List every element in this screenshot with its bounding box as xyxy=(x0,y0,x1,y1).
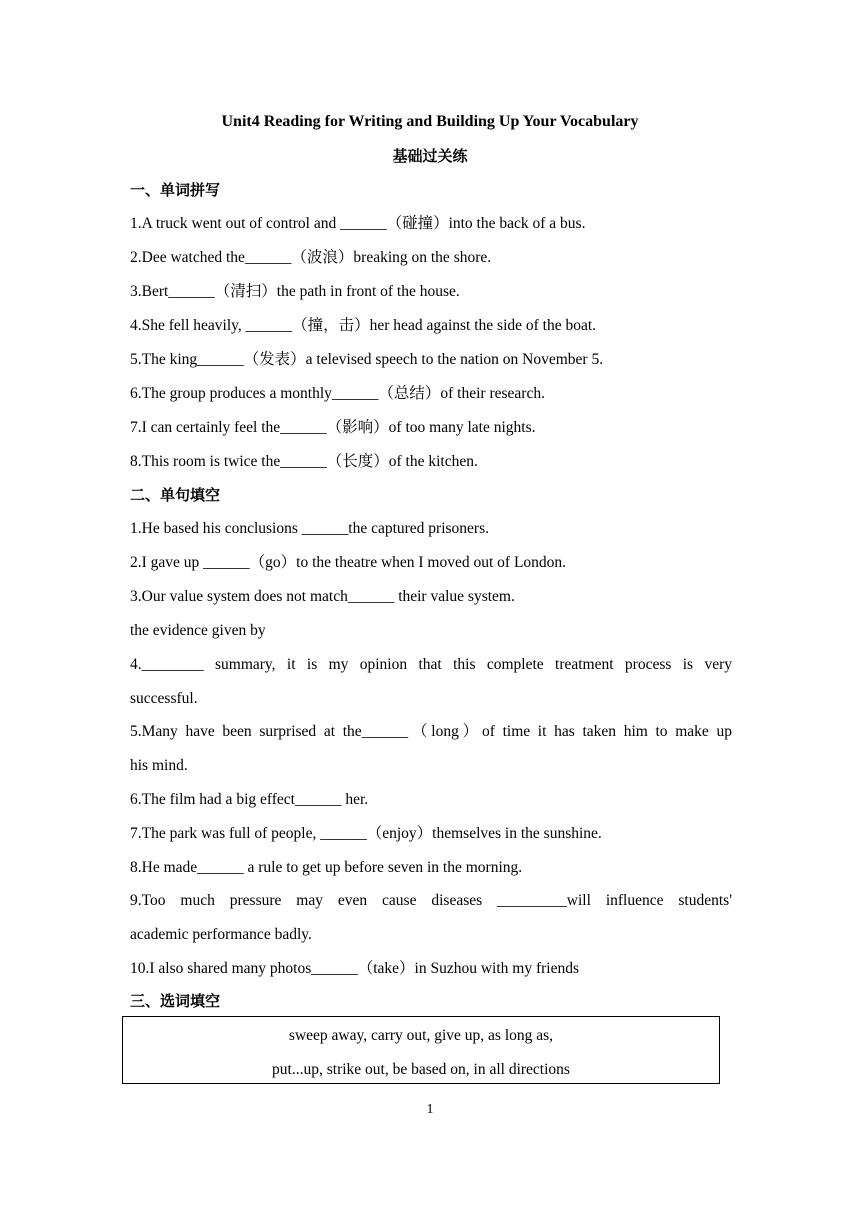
exercise-line: 2.I gave up ______（go）to the theatre when I moved out of London. xyxy=(130,554,567,571)
word-bank-line: put...up, strike out, be based on, in all directions xyxy=(272,1061,570,1078)
exercise-line: academic performance badly. xyxy=(130,926,312,943)
exercise-line: 7.The park was full of people, ______（enjoy）themselves in the sunshine. xyxy=(130,825,602,842)
exercise-line: 8.He made______ a rule to get up before seven in the morning. xyxy=(130,859,523,876)
document-subtitle: 基础过关练 xyxy=(392,147,468,165)
exercise-line: 6.The film had a big effect______ her. xyxy=(130,791,369,808)
exercise-line: 4.________ summary, it is my opinion that this complete treatment process is very xyxy=(130,656,732,673)
exercise-line: 1.A truck went out of control and ______（碰撞）into the back of a bus. xyxy=(130,215,586,232)
word-bank-line: sweep away, carry out, give up, as long as, xyxy=(288,1027,554,1044)
exercise-line: 4.She fell heavily, ______（撞，击）her head against the side of the boat. xyxy=(130,317,597,334)
exercise-line: his mind. xyxy=(130,757,188,774)
word-bank-box xyxy=(122,1016,720,1084)
exercise-line: 9.Too much pressure may even cause diseases _________will influence students' xyxy=(130,892,732,909)
exercise-line: 5.The king______（发表）a televised speech to the nation on November 5. xyxy=(130,351,604,368)
exercise-line: 2.Dee watched the______（波浪）breaking on the shore. xyxy=(130,249,492,266)
section-heading-word-choice: 三、选词填空 xyxy=(130,992,221,1010)
section-heading-fill-blank: 二、单句填空 xyxy=(130,486,221,504)
exercise-line: 3.Bert______（清扫）the path in front of the house. xyxy=(130,283,460,300)
exercise-line: 1.He based his conclusions ______the captured prisoners. xyxy=(130,520,490,537)
exercise-line: the evidence given by xyxy=(130,622,266,639)
exercise-line: successful. xyxy=(130,690,198,707)
document-title: Unit4 Reading for Writing and Building Up Your Vocabulary xyxy=(221,113,639,130)
exercise-line: 8.This room is twice the______（长度）of the kitchen. xyxy=(130,453,478,470)
exercise-line: 10.I also shared many photos______（take）in Suzhou with my friends xyxy=(130,960,580,977)
exercise-line: 7.I can certainly feel the______（影响）of too many late nights. xyxy=(130,419,536,436)
page-number: 1 xyxy=(426,1102,434,1117)
section-heading-spelling: 一、单词拼写 xyxy=(130,181,221,199)
exercise-line: 3.Our value system does not match______ their value system. xyxy=(130,588,515,605)
exercise-line: 6.The group produces a monthly______（总结）of their research. xyxy=(130,385,545,402)
exercise-line: 5.Many have been surprised at the______（long）of time it has taken him to make up xyxy=(130,723,732,740)
